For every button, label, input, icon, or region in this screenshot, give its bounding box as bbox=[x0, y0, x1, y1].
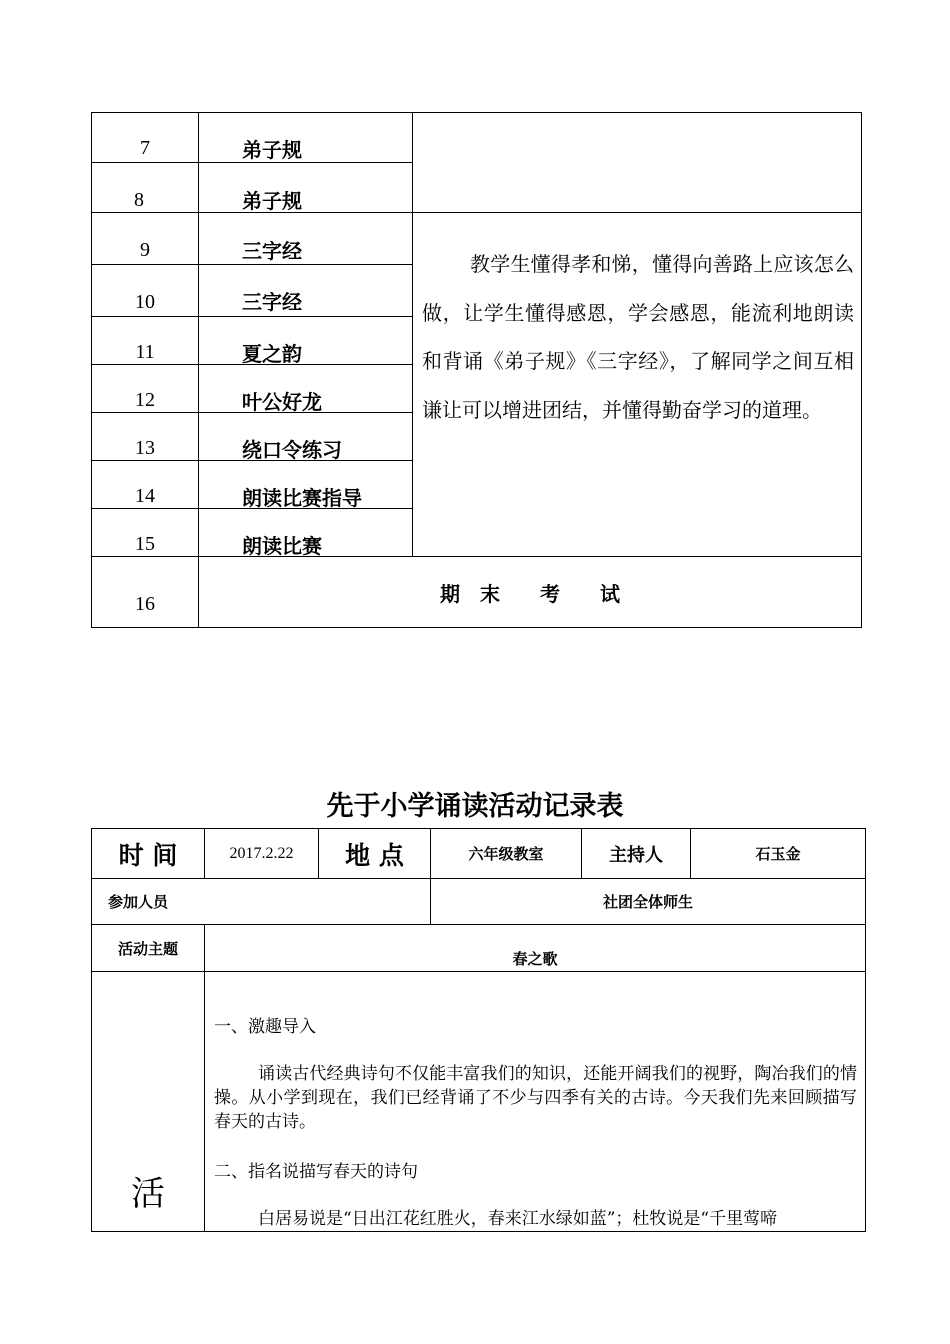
time-value: 2017.2.22 bbox=[229, 844, 294, 862]
participants-value: 社团全体师生 bbox=[602, 893, 693, 911]
section-title: 一、激趣导入 bbox=[214, 1017, 316, 1037]
section-text: 诵读古代经典诗句不仅能丰富我们的知识，还能开阔我们的视野，陶冶我们的情操。从小学到现在，我们已经背诵了不少与四季有关的古诗。今天我们先来回顾描写春天的古诗。 bbox=[214, 1064, 857, 1132]
lesson-title: 弟子规 bbox=[242, 138, 302, 162]
host-value: 石玉金 bbox=[755, 845, 801, 863]
lesson-title: 三字经 bbox=[242, 239, 302, 263]
row-number: 9 bbox=[140, 238, 150, 261]
row-number: 11 bbox=[135, 340, 155, 363]
theme-label: 活动主题 bbox=[117, 939, 178, 958]
time-label: 时 间 bbox=[118, 840, 178, 870]
lesson-title: 弟子规 bbox=[242, 189, 302, 213]
lesson-title: 朗读比赛 bbox=[242, 534, 322, 558]
lesson-title: 叶公好龙 bbox=[242, 390, 322, 414]
section-title: 二、指名说描写春天的诗句 bbox=[214, 1162, 418, 1182]
row-number: 16 bbox=[135, 592, 155, 615]
row-number: 7 bbox=[140, 136, 150, 159]
place-value: 六年级教室 bbox=[468, 845, 544, 863]
lesson-title: 朗读比赛指导 bbox=[242, 486, 362, 510]
lesson-title: 三字经 bbox=[242, 290, 302, 314]
row-number: 15 bbox=[135, 532, 155, 555]
participants-label: 参加人员 bbox=[108, 893, 169, 911]
row-number: 12 bbox=[135, 388, 155, 411]
host-label: 主持人 bbox=[609, 844, 663, 866]
row-number: 10 bbox=[135, 290, 155, 313]
process-label: 活 bbox=[131, 1173, 165, 1214]
section-text: 白居易说是“日出江花红胜火，春来江水绿如蓝”；杜牧说是“千里莺啼 bbox=[258, 1209, 778, 1229]
row-number: 13 bbox=[135, 436, 155, 459]
theme-value: 春之歌 bbox=[512, 950, 558, 968]
row-number: 14 bbox=[135, 484, 155, 507]
row-number: 8 bbox=[134, 188, 144, 211]
teaching-goal-text: 教学生懂得孝和悌，懂得向善路上应该怎么做，让学生懂得感恩，学会感恩，能流利地朗读和背诵《弟子规》《三字经》，了解同学之间互相谦让可以增进团结，并懂得勤奋学习的道理。 bbox=[422, 252, 854, 422]
page-title: 先于小学诵读活动记录表 bbox=[326, 790, 624, 822]
final-exam-label: 期 末 考 试 bbox=[440, 581, 620, 606]
place-label: 地 点 bbox=[345, 840, 404, 870]
lesson-title: 绕口令练习 bbox=[242, 438, 342, 462]
lesson-title: 夏之韵 bbox=[242, 342, 302, 366]
